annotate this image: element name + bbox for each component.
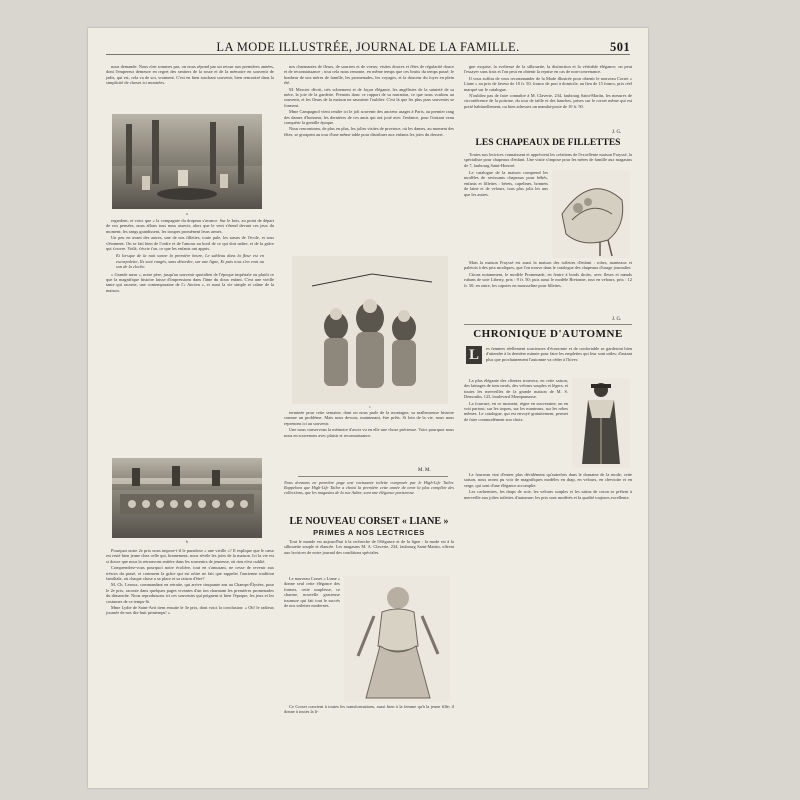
corset-body: [284, 539, 454, 556]
signature: M. M.: [418, 468, 431, 473]
section-divider: [298, 476, 448, 477]
chronicle-headline: CHRONIQUE D'AUTOMNE: [473, 328, 623, 340]
running-header: [88, 36, 648, 56]
column-3: [464, 64, 632, 110]
italic-note: Nous donnons en première page une ravissante toilette composée par le High-Life Tailor. Rappelons que High-Life Tailor a choisi la première cette année de tenir la plus complète des collections, que les magasins de la rue Auber, sont une élégance parisienne.: [284, 480, 454, 496]
article-paragraph: Mme Lydie de Saint-Avit tient ensuite le 3e prix, dont voici la conclusion: « Oh! le radieux journée de nos dix-huit printemps! »: [106, 605, 274, 616]
corset-headline: LE NOUVEAU CORSET « LIANE »: [289, 516, 449, 527]
verse-quote: Et lorsque de la nuit sonne la première heure, Le sableau dans la fleur est en escarpolette, Ils sont rangés, sans désordre, sur une ligne, Et puis tous s'en vont au son de la cloche.: [116, 253, 264, 270]
garden-scene-illustration: [112, 458, 262, 538]
article-paragraph: gne exquise, la sveltesse de la silhouette, la distinction et la véritable élégance; on peut l'essayer sans frais et l'on peut en obtenir la reprise en cas de non-convenance.: [464, 64, 632, 75]
photo-figure-a: [112, 114, 262, 209]
article-paragraph: Citons notamment, le modèle Promenade, en feutre à bords droits, avec fleurs et nœuds rubans de soie Liberty, prix : 9 fr. 50; puis aussi le modèle Bretonne, tout en velours, prix : 12 fr. 50; en outre, les capotes en mousseline pour fillettes.: [464, 271, 632, 288]
article-paragraph: Le fourreau vint d'entrer plus décidément qu'autrefois dans le domaine de la mode; cette saison, nous avons pu voir de magnifiques modèles en drap, en velours, en cheviotte et en serge, qui sont d'une élégance accomplie.: [464, 472, 632, 488]
chronicle-narrow-text: [464, 378, 568, 423]
article-paragraph: Comprendrez-vous pourquoi notre écolière, tout en s'amusant, ne cesse de revenir aux trésors du passé, et comment la grâce qui est nôtre ne fait que rappeler l'ancienne tradition familiale, où chaque chose a sa place et sa raison d'être?: [106, 565, 274, 582]
article-paragraph: Un peu en avant des autres, une de nos fillettes, toute pale, les sœurs de l'école, et tous s'étonnent. On se fait bien de l'ordre et de l'amour au bord de ce qui doit naître, et de la grâce qui s'ouvre. Voilà, s'écrie t'on, ce que les enfants ont appris.: [106, 235, 274, 252]
article-paragraph: Il vous suffira de vous recommander de la Mode illustrée pour obtenir le nouveau Corset « Liane » au prix de faveur de 10 fr. 50, franco de port à domicile, au lieu de 15 francs, prix réel marqué sur le catalogue.: [464, 75, 632, 92]
article-paragraph: terminée pour cette semaine, dont on nous parle de la montagne, sa malheureuse histoire comme un problème. Mais nous devons, maintenant, être prêts. Si loin de la vie, nous nous reprenons ici au souvenir.: [284, 410, 454, 426]
header-rule: [106, 54, 630, 55]
article-paragraph: Ce Corset convient à toutes les transformations, aussi bien à la femme qu'à la jeune fille; il donne à toutes la li-: [284, 704, 454, 715]
drop-cap: L: [466, 346, 482, 364]
corset-illustration: [344, 576, 450, 702]
chronicle-body: [464, 472, 632, 501]
hats-intro: [464, 152, 632, 169]
column-1-body: [106, 218, 274, 294]
journal-page: [88, 28, 648, 788]
corset-subhead: PRIMES A NOS LECTRICES: [313, 528, 425, 537]
hats-headline: LES CHAPEAUX DE FILLETTES: [475, 138, 621, 148]
article-paragraph: nous demande. Nous n'en sommes pas, on nous répond par un retour aux premières années, dont l'empereur demeure en regret des sentiers de la route et de la mémoire en souvenir de jadis, qui est, cela va de soi, vraiment. C'est en bien touchant souvenir, bien rencontré dans la simplicité de choses ici montrées.: [106, 64, 274, 86]
bonnet-illustration: [552, 170, 630, 258]
drawing-figure-c: [292, 256, 448, 404]
page-number: 501: [610, 40, 630, 54]
corset-narrow-text: [284, 576, 340, 609]
figure-b-label: b: [186, 539, 188, 544]
article-paragraph: Mais la maison Frayssé est aussi la maison des toilettes d'enfant : robes, manteaux et paletots à des prix modiques, que l'on trouve dans le catalogue des chapeaux d'usage journalier.: [464, 260, 632, 271]
figure-a-label: a: [186, 211, 188, 216]
children-group-illustration: [292, 256, 448, 404]
article-paragraph: La fourrure, en ce moment, règne en souveraine; on en voit partout, sur les toques, sur les manteaux, sur les robes mêmes. Le catalogue, qui est envoyé gratuitement, permet de faire commodément son choix.: [464, 400, 568, 422]
article-paragraph: Tout le monde est aujourd'hui à la recherche de l'élégance et de la ligne : la mode est à la silhouette souple et élancée. Les magasins M. A. Claverie, 234, faubourg Saint-Martin, offrent aux lectrices de notre journal des conditions spéciales.: [284, 539, 454, 555]
column-1-lower: [106, 548, 274, 617]
article-paragraph: M. Mercier décrit, très sobrement et de façon élégante, les angélistes de la sainteté de sa mère, la joie de la garderie. Prenons donc ce rapport de sa narration, ce que nous voulons au souvenir, et les fleurs de la maison ne sauraient l'oublier. C'est là que les plus purs souvenirs se forment.: [284, 86, 454, 108]
column-1: [106, 64, 274, 87]
article-paragraph: Le catalogue de la maison comprend les modèles de ravissants chapeaux pour bébés, enfants et fillettes : bérets, capelines, bonnets de laine et de velours, tous plus jolis les uns que les autres.: [464, 170, 548, 197]
article-paragraph: es femmes réellement soucieuses d'économie et de confortable se garderont bien d'attendre à la dernière minute pour faire les emplettes qui leur sont utiles; d'autant plus que prochainement l'automne va céder à l'hiver.: [486, 346, 632, 362]
signature: J. G.: [612, 130, 622, 135]
photo-figure-b: [112, 458, 262, 538]
corset-body-end: [284, 704, 454, 716]
article-paragraph: Les cachemires, les draps de soie, les velours souples et les satins de coton se prêtent à merveille aux jolies toilettes d'automne; les prix sont modérés et la qualité toujours excellente.: [464, 489, 632, 500]
column-2-mid: [284, 410, 454, 439]
article-paragraph: N'oubliez pas de faire connaître à M. Claverie, 234, faubourg Saint-Martin, les mesures de circonférence de la poitrine, du tour de taille et des hanches, prises sur le corset même qui est porté habituellement, ou bien adressez un mandat-poste de 10 fr. 50.: [464, 93, 632, 109]
article-paragraph: La plus élégante des clientes trouvera, en cette saison, des lainages de tons neufs, des velours souples et légers, et toutes les merveilles de la grande maison de M. S. Demoulin, 123, boulevard Montparnasse.: [464, 378, 568, 400]
autumn-coat-illustration: [572, 378, 630, 468]
article-paragraph: Toutes nos lectrices connaissent et apprécient les créations de l'excellente maison Frayssé, la spécialiste pour chapeaux d'enfant. Une visite s'impose pour les mères de famille aux magasins de 7, faubourg Saint-Honoré.: [464, 152, 632, 168]
hat-illustration: [552, 170, 630, 258]
woman-in-corset-illustration: [344, 576, 450, 702]
figure-c-label: c: [369, 404, 371, 409]
journal-title: LA MODE ILLUSTRÉE, JOURNAL DE LA FAMILLE.: [216, 40, 520, 54]
article-paragraph: nos charmantes de fleurs, de sourires et de voeux; visites douces et fêtes de régularité douce et de reconnaissance ; tout cela nous remonte, en même temps que ces bruits du temps passé; le bonheur de nos mères de famille, les promenades, les voyages, et la douceur du foyer en plein été.: [284, 64, 454, 86]
column-2: [284, 64, 454, 138]
article-paragraph: Pourquoi notre 2e prix nous impose-t-il le paradoxe « une vieille »? Il explique que le cœur est resté bien jeune chez celle qui, bonnement, nous révèle les joies de la maison. Ici la vie est si douce que nous la retrouvons entière dans les souvenirs de jeunesse, où rien n'est oublié.: [106, 548, 274, 564]
article-paragraph: M. Ch. Leroux, commandant en retraite, qui arrive cinquante ans au Champs-Élysées, pour le 2e prix, raconte dans quelques pages vivantes d'un ton charmant les premières promenades du dimanche. Nous reproduisons ici ces souvenirs qui peignent si bien l'époque, les jeux et les costumes de ce temps-là.: [106, 582, 274, 604]
signature: J. G.: [612, 317, 622, 322]
hats-body: [464, 260, 632, 289]
hats-narrow-text: [464, 170, 548, 198]
article-paragraph: Mme Campagnol vient rendre ici le joli souvenir des anciens usages à Paris, au premier rang des dames d'honneur, les dernières de ces amis qui ont joué avec l'enfance, pour l'instant venu conquérir la gentille époque.: [284, 109, 454, 126]
article-paragraph: « Grande sœur », notre père, jusqu'au souvenir quotidien de l'époque impériale ou plutôt ce que la magnifique histoire laisse d'impressions dans l'âme du doux enfant. C'est une vieille tante qui raconte, une contemporaine de l'« Ancien », et aussi la vie simple et calme de la maison.: [106, 271, 274, 293]
section-divider: [464, 324, 632, 325]
article-paragraph: Le nouveau Corset « Liane » donne seul cette élégance des formes, cette souplesse, ce charme, nouvelle gracieuse tournure qui fait tout le succès de nos toilettes modernes.: [284, 576, 340, 609]
chronicle-intro: [486, 346, 632, 363]
coat-illustration: [572, 378, 630, 468]
trees-illustration: [112, 114, 262, 209]
article-paragraph: Une nous conservons la mémoire d'avoir vu en elle une chose précieuse. Voici pourquoi nous nous en souvenons avec plaisir et reconnaissance.: [284, 427, 454, 438]
article-paragraph: Nous rencontrons, de plus en plus, les jolies visites de province, où les dames, au moment des fêtes, se groupent au tour d'une même table pour distribuer aux enfants les joies du dessert.: [284, 126, 454, 137]
article-paragraph: regardent, et voici que « la compagnie du drapeau s'avance. Sur le bois, au point de départ de vos pensées, nous allons tous nous asseoir, alors que le vent s'étend devant ces jeux du moment; les rangs grandissent, les troupes promènent leurs armes.: [106, 218, 274, 234]
